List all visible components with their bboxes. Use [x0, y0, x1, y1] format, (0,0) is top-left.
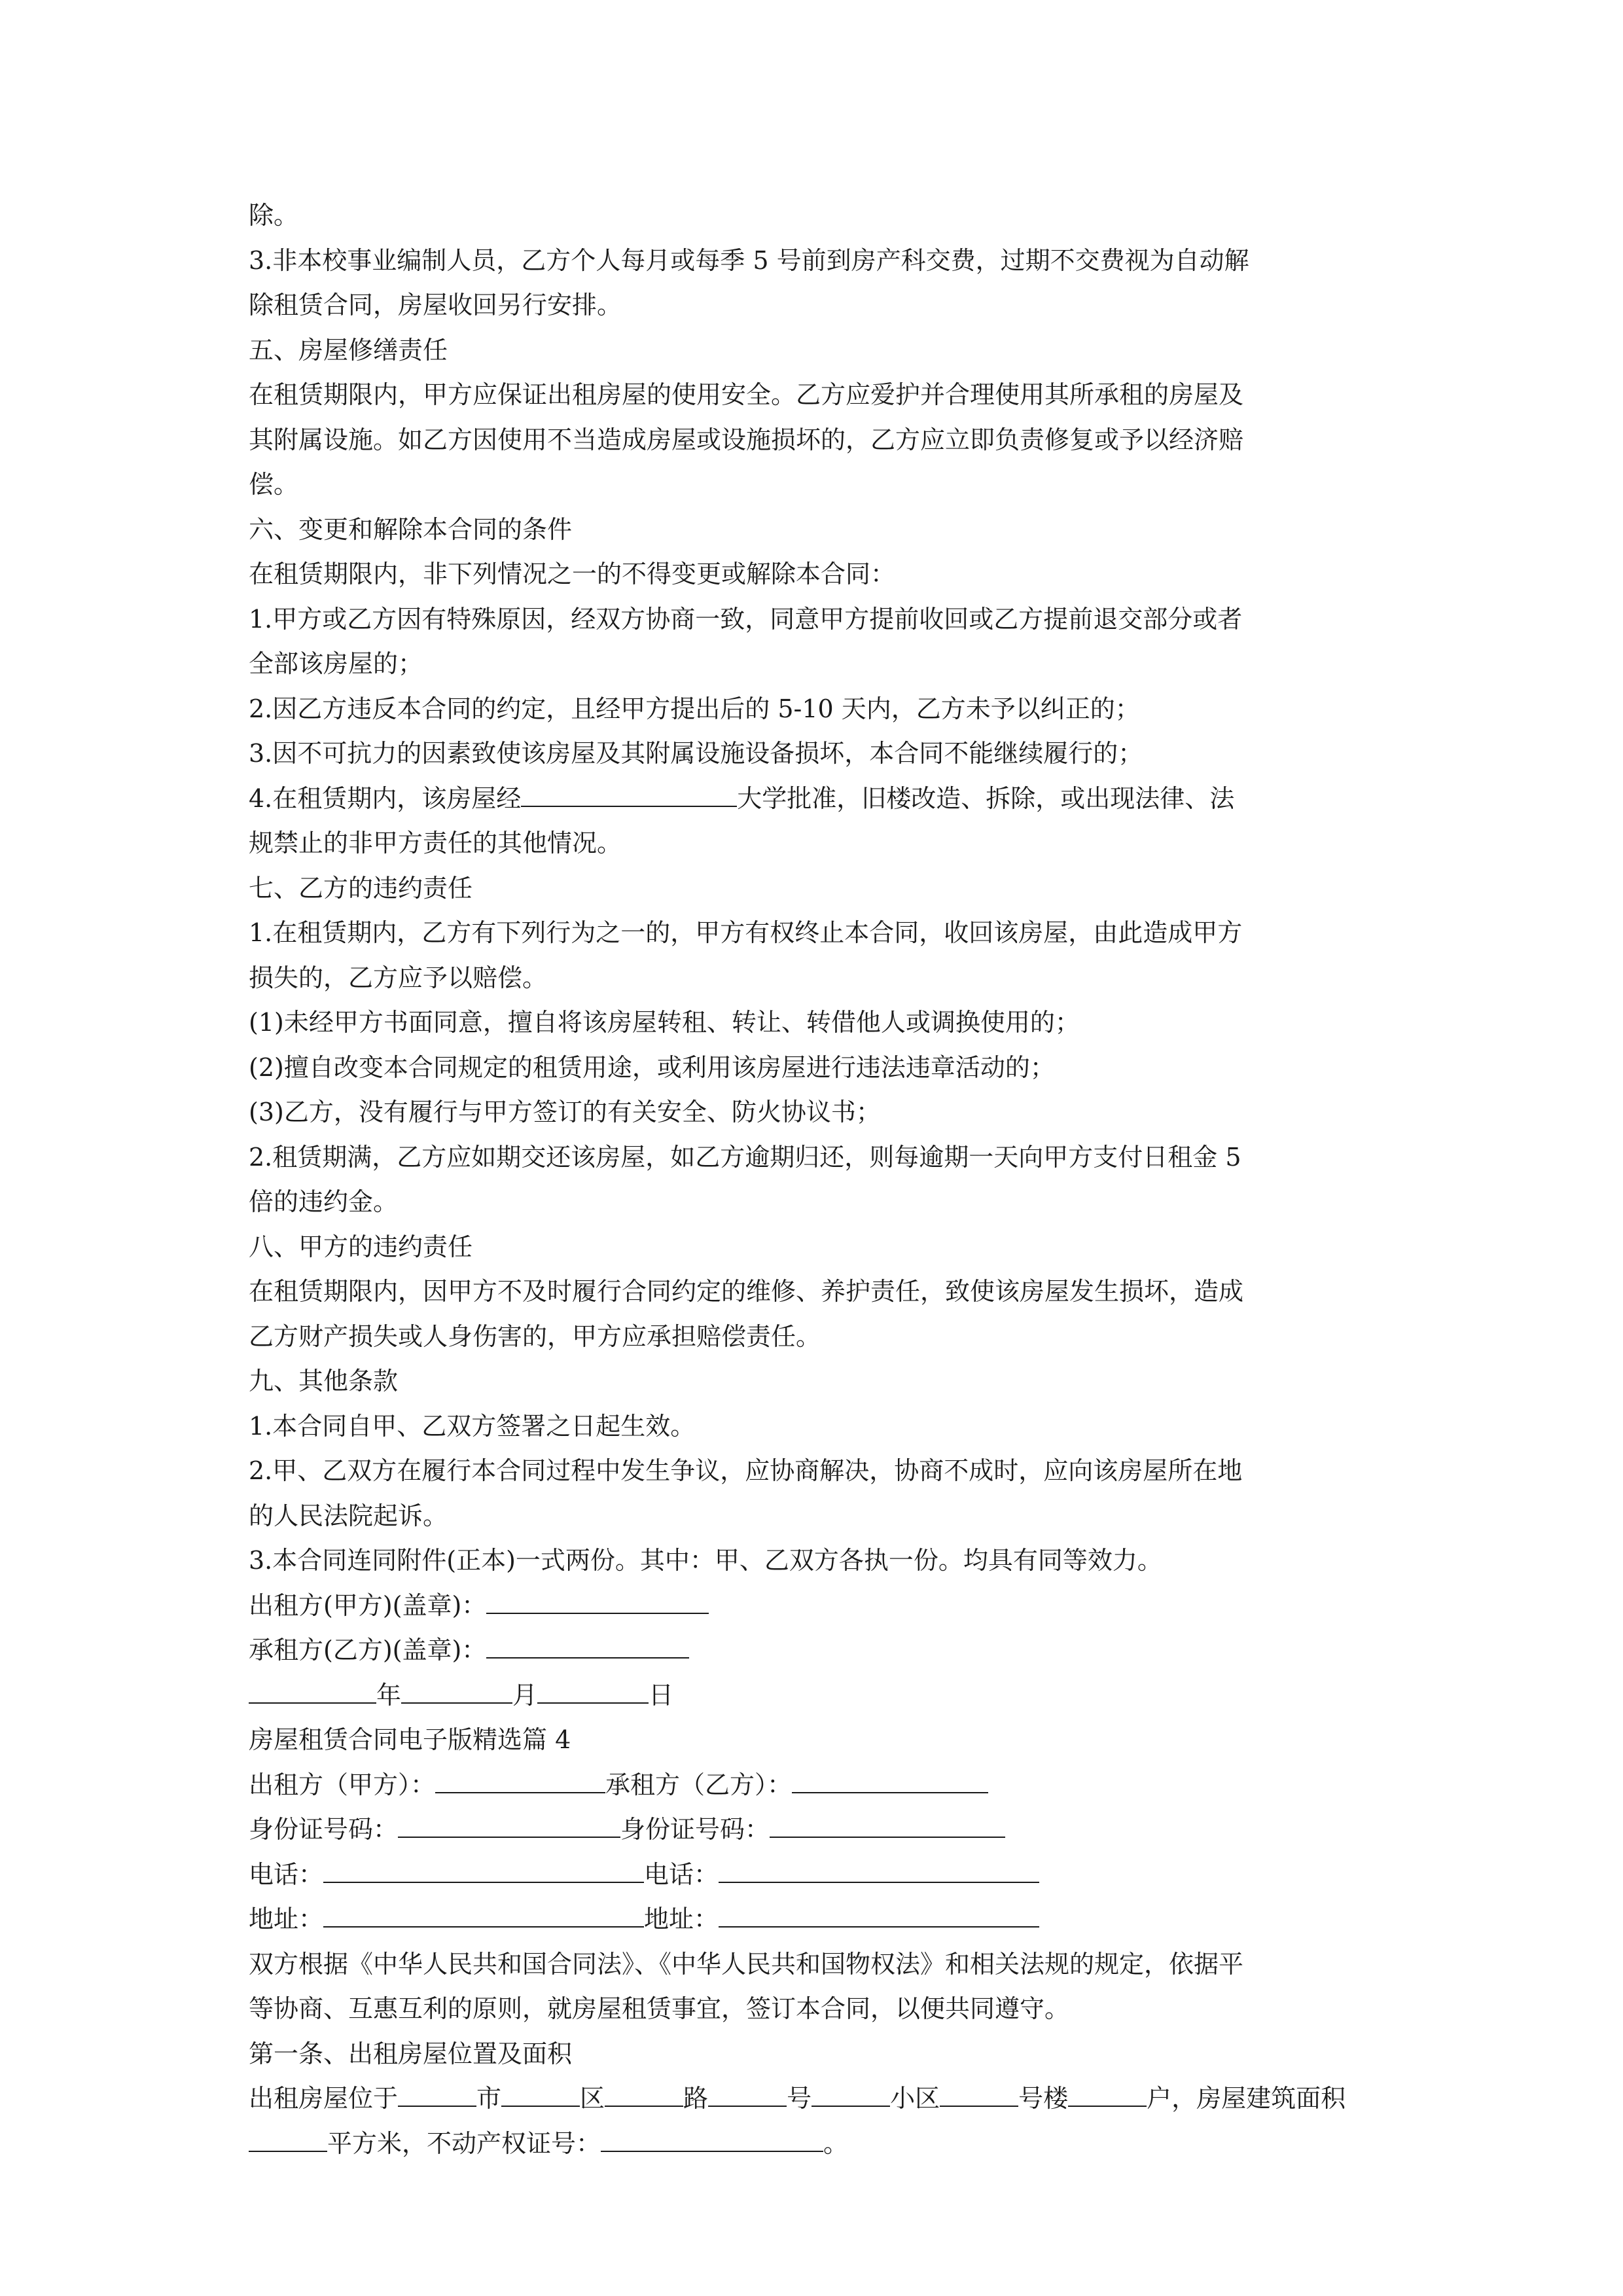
property-area-line	[249, 2121, 1400, 2166]
lessee-label: 承租方（乙方）：	[605, 1770, 793, 1799]
text-line: 的人民法院起诉。	[249, 1501, 448, 1530]
building-blank[interactable]	[940, 2083, 1018, 2107]
text-line: 在租赁期限内，甲方应保证出租房屋的使用安全。乙方应爱护并合理使用其所承租的房屋及	[249, 380, 1244, 409]
id-blank[interactable]	[398, 1814, 620, 1838]
lessor-seal-blank[interactable]	[486, 1590, 709, 1614]
lessee-signature-line	[249, 1628, 1400, 1673]
month-blank[interactable]	[401, 1680, 512, 1704]
text-fragment: 小区	[890, 2084, 940, 2113]
section-heading: 七、乙方的违约责任	[249, 873, 473, 903]
text-line: 偿。	[249, 470, 299, 499]
lessor-blank[interactable]	[435, 1770, 605, 1793]
id-number-line	[249, 1807, 1400, 1852]
section-heading: 九、其他条款	[249, 1367, 399, 1395]
text-line: 等协商、互惠互利的原则，就房屋租赁事宜，签订本合同，以便共同遵守。	[249, 1994, 1070, 2023]
text-fragment: 出租房屋位于	[249, 2084, 399, 2113]
section-heading: 八、甲方的违约责任	[249, 1232, 473, 1261]
text-line: 3.本合同连同附件(正本)一式两份。其中：甲、乙双方各执一份。均具有同等效力。	[249, 1546, 1162, 1575]
text-fragment: 路	[683, 2084, 709, 2113]
article-heading: 第一条、出租房屋位置及面积	[249, 2039, 573, 2068]
section-heading: 六、变更和解除本合同的条件	[249, 514, 573, 544]
road-blank[interactable]	[605, 2083, 683, 2107]
phone-blank[interactable]	[719, 1859, 1039, 1883]
text-line: 3.因不可抗力的因素致使该房屋及其附属设施设备损坏，本合同不能继续履行的；	[249, 739, 1143, 768]
text-line: 1.甲方或乙方因有特殊原因，经双方协商一致，同意甲方提前收回或乙方提前退交部分或者	[249, 604, 1243, 634]
district-blank[interactable]	[501, 2083, 580, 2107]
day-blank[interactable]	[537, 1680, 649, 1704]
day-label: 日	[649, 1680, 674, 1710]
text-line: (1)未经甲方书面同意，擅自将该房屋转租、转让、转借他人或调换使用的；	[249, 1008, 1080, 1037]
address-line	[249, 1897, 1400, 1942]
phone-label: 电话：	[644, 1859, 719, 1889]
lessee-seal-blank[interactable]	[486, 1635, 689, 1659]
lessor-signature-line	[249, 1583, 1400, 1628]
date-line	[249, 1673, 1400, 1718]
phone-label: 电话：	[249, 1859, 324, 1889]
property-location-line	[249, 2076, 1400, 2121]
fill-in-blank[interactable]	[521, 783, 737, 807]
text-line	[249, 776, 1400, 821]
lessee-blank[interactable]	[792, 1770, 988, 1793]
contract-body	[249, 193, 1400, 2166]
text-fragment: 平方米，不动产权证号：	[327, 2128, 601, 2158]
id-label: 身份证号码：	[249, 1815, 399, 1844]
year-label: 年	[376, 1680, 402, 1710]
id-blank[interactable]	[770, 1814, 1005, 1838]
city-blank[interactable]	[398, 2083, 476, 2107]
address-blank[interactable]	[323, 1904, 644, 1928]
text-line: 损失的，乙方应予以赔偿。	[249, 963, 548, 992]
text-line: 在租赁期限内，因甲方不及时履行合同约定的维修、养护责任，致使该房屋发生损坏，造成	[249, 1277, 1244, 1306]
text-fragment: 4.在租赁期内，该房屋经	[249, 783, 522, 813]
contract-title: 房屋租赁合同电子版精选篇 4	[249, 1725, 571, 1754]
text-line: 规禁止的非甲方责任的其他情况。	[249, 829, 622, 857]
text-fragment: 号楼	[1018, 2084, 1069, 2113]
unit-blank[interactable]	[1068, 2083, 1147, 2107]
phone-line	[249, 1852, 1400, 1897]
text-fragment: 区	[580, 2084, 605, 2113]
text-line: 2.甲、乙双方在履行本合同过程中发生争议，应协商解决，协商不成时，应向该房屋所在地	[249, 1456, 1243, 1485]
text-line: 其附属设施。如乙方因使用不当造成房屋或设施损坏的，乙方应立即负责修复或予以经济赔	[249, 425, 1244, 454]
certificate-blank[interactable]	[601, 2128, 823, 2152]
section-heading: 五、房屋修缮责任	[249, 335, 448, 365]
phone-blank[interactable]	[323, 1859, 644, 1883]
text-line: 1.在租赁期内，乙方有下列行为之一的，甲方有权终止本合同，收回该房屋，由此造成甲方	[249, 918, 1243, 947]
address-blank[interactable]	[719, 1904, 1039, 1928]
text-line: 除租赁合同，房屋收回另行安排。	[249, 291, 622, 319]
text-fragment: 户，房屋建筑面积	[1147, 2084, 1346, 2113]
text-line: 乙方财产损失或人身伤害的，甲方应承担赔偿责任。	[249, 1321, 821, 1351]
text-line: 2.因乙方违反本合同的约定，且经甲方提出后的 5-10 天内，乙方未予以纠正的；	[249, 694, 1140, 723]
address-label: 地址：	[644, 1905, 719, 1933]
id-label: 身份证号码：	[620, 1815, 770, 1844]
year-blank[interactable]	[249, 1680, 376, 1704]
text-line: 1.本合同自甲、乙双方签署之日起生效。	[249, 1411, 696, 1441]
lessor-seal-label: 出租方(甲方)(盖章)：	[249, 1590, 487, 1620]
lessor-label: 出租方（甲方）：	[249, 1770, 436, 1799]
text-line: 2.租赁期满，乙方应如期交还该房屋，如乙方逾期归还，则每逾期一天向甲方支付日租金 5	[249, 1142, 1241, 1172]
text-line: (2)擅自改变本合同规定的租赁用途，或利用该房屋进行违法违章活动的；	[249, 1052, 1055, 1082]
text-line: 倍的违约金。	[249, 1187, 399, 1216]
number-blank[interactable]	[708, 2083, 787, 2107]
address-label: 地址：	[249, 1905, 324, 1933]
text-fragment: 。	[823, 2128, 849, 2158]
text-fragment: 市	[476, 2084, 502, 2113]
text-line: (3)乙方，没有履行与甲方签订的有关安全、防火协议书；	[249, 1098, 881, 1126]
month-label: 月	[512, 1680, 538, 1710]
text-line: 3.非本校事业编制人员，乙方个人每月或每季 5 号前到房产科交费，过期不交费视为自动解	[249, 245, 1249, 275]
text-fragment: 大学批准，旧楼改造、拆除，或出现法律、法	[737, 783, 1235, 813]
text-line: 全部该房屋的；	[249, 649, 423, 678]
lessee-seal-label: 承租方(乙方)(盖章)：	[249, 1636, 487, 1664]
text-fragment: 号	[787, 2084, 812, 2113]
party-line	[249, 1763, 1400, 1808]
text-line: 除。	[249, 201, 299, 230]
community-blank[interactable]	[812, 2083, 890, 2107]
area-blank[interactable]	[249, 2128, 327, 2152]
text-line: 在租赁期限内，非下列情况之一的不得变更或解除本合同：	[249, 560, 896, 588]
text-line: 双方根据《中华人民共和国合同法》、《中华人民共和国物权法》和相关法规的规定，依据平	[249, 1949, 1244, 1979]
